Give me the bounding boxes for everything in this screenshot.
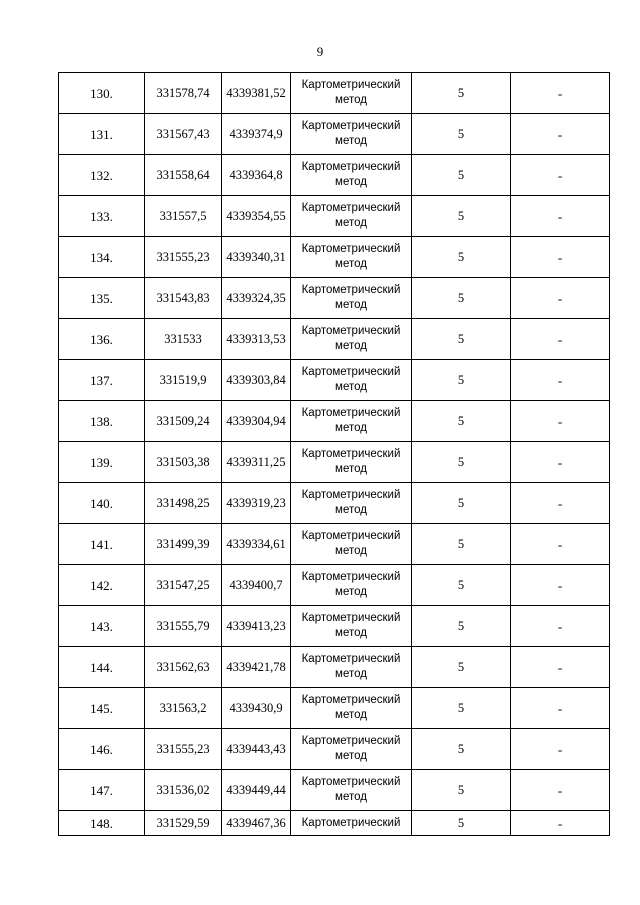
table-row [59,319,610,360]
method-cell: Картометрический метод [291,606,412,647]
accuracy-cell: 5 [412,319,511,360]
x-coordinate-cell: 331509,24 [145,401,222,442]
accuracy-cell: 5 [412,647,511,688]
point-number-cell: 145. [59,688,145,729]
note-cell: - [511,401,610,442]
method-cell: Картометрический метод [291,237,412,278]
y-coordinate-cell: 4339364,8 [222,155,291,196]
note-cell: - [511,196,610,237]
table-row [59,442,610,483]
y-coordinate-cell: 4339311,25 [222,442,291,483]
x-coordinate-cell: 331555,79 [145,606,222,647]
accuracy-cell: 5 [412,442,511,483]
table-row [59,237,610,278]
x-coordinate-cell: 331578,74 [145,73,222,114]
point-number-cell: 133. [59,196,145,237]
x-coordinate-cell: 331519,9 [145,360,222,401]
note-cell: - [511,770,610,811]
method-cell: Картометрический метод [291,770,412,811]
table-row [59,811,610,836]
accuracy-cell: 5 [412,606,511,647]
point-number-cell: 131. [59,114,145,155]
x-coordinate-cell: 331503,38 [145,442,222,483]
point-number-cell: 147. [59,770,145,811]
note-cell: - [511,442,610,483]
note-cell: - [511,565,610,606]
method-cell: Картометрический метод [291,155,412,196]
coordinates-table-body [59,73,610,836]
y-coordinate-cell: 4339421,78 [222,647,291,688]
accuracy-cell: 5 [412,114,511,155]
y-coordinate-cell: 4339313,53 [222,319,291,360]
method-cell: Картометрический метод [291,565,412,606]
table-row [59,606,610,647]
note-cell: - [511,729,610,770]
point-number-cell: 132. [59,155,145,196]
note-cell: - [511,237,610,278]
table-row [59,401,610,442]
table-row [59,196,610,237]
point-number-cell: 135. [59,278,145,319]
note-cell: - [511,811,610,836]
table-row [59,483,610,524]
accuracy-cell: 5 [412,196,511,237]
y-coordinate-cell: 4339430,9 [222,688,291,729]
point-number-cell: 140. [59,483,145,524]
y-coordinate-cell: 4339449,44 [222,770,291,811]
note-cell: - [511,647,610,688]
point-number-cell: 146. [59,729,145,770]
page-number: 9 [316,44,324,59]
y-coordinate-cell: 4339304,94 [222,401,291,442]
table-row [59,360,610,401]
note-cell: - [511,360,610,401]
y-coordinate-cell: 4339340,31 [222,237,291,278]
y-coordinate-cell: 4339443,43 [222,729,291,770]
note-cell: - [511,114,610,155]
accuracy-cell: 5 [412,483,511,524]
x-coordinate-cell: 331562,63 [145,647,222,688]
table-row [59,524,610,565]
y-coordinate-cell: 4339324,35 [222,278,291,319]
method-cell: Картометрический метод [291,73,412,114]
y-coordinate-cell: 4339413,23 [222,606,291,647]
y-coordinate-cell: 4339381,52 [222,73,291,114]
x-coordinate-cell: 331533 [145,319,222,360]
y-coordinate-cell: 4339319,23 [222,483,291,524]
table-row [59,688,610,729]
note-cell: - [511,483,610,524]
x-coordinate-cell: 331499,39 [145,524,222,565]
x-coordinate-cell: 331555,23 [145,237,222,278]
x-coordinate-cell: 331543,83 [145,278,222,319]
x-coordinate-cell: 331529,59 [145,811,222,836]
point-number-cell: 143. [59,606,145,647]
table-row [59,729,610,770]
method-cell: Картометрический метод [291,524,412,565]
table-row [59,155,610,196]
note-cell: - [511,155,610,196]
point-number-cell: 142. [59,565,145,606]
accuracy-cell: 5 [412,73,511,114]
note-cell: - [511,688,610,729]
table-row [59,278,610,319]
method-cell: Картометрический метод [291,483,412,524]
table-row [59,647,610,688]
accuracy-cell: 5 [412,155,511,196]
note-cell: - [511,319,610,360]
y-coordinate-cell: 4339303,84 [222,360,291,401]
point-number-cell: 130. [59,73,145,114]
y-coordinate-cell: 4339400,7 [222,565,291,606]
point-number-cell: 138. [59,401,145,442]
method-cell: Картометрический метод [291,647,412,688]
accuracy-cell: 5 [412,401,511,442]
x-coordinate-cell: 331498,25 [145,483,222,524]
method-cell: Картометрический метод [291,729,412,770]
accuracy-cell: 5 [412,524,511,565]
x-coordinate-cell: 331555,23 [145,729,222,770]
x-coordinate-cell: 331547,25 [145,565,222,606]
y-coordinate-cell: 4339334,61 [222,524,291,565]
x-coordinate-cell: 331536,02 [145,770,222,811]
note-cell: - [511,278,610,319]
note-cell: - [511,606,610,647]
y-coordinate-cell: 4339374,9 [222,114,291,155]
x-coordinate-cell: 331563,2 [145,688,222,729]
method-cell: Картометрический метод [291,401,412,442]
method-cell: Картометрический метод [291,442,412,483]
y-coordinate-cell: 4339467,36 [222,811,291,836]
table-row [59,73,610,114]
method-cell: Картометрический метод [291,688,412,729]
point-number-cell: 148. [59,811,145,836]
accuracy-cell: 5 [412,278,511,319]
method-cell: Картометрический метод [291,278,412,319]
point-number-cell: 141. [59,524,145,565]
accuracy-cell: 5 [412,770,511,811]
point-number-cell: 144. [59,647,145,688]
method-cell: Картометрический метод [291,196,412,237]
note-cell: - [511,73,610,114]
accuracy-cell: 5 [412,729,511,770]
x-coordinate-cell: 331567,43 [145,114,222,155]
table-row [59,770,610,811]
accuracy-cell: 5 [412,360,511,401]
x-coordinate-cell: 331558,64 [145,155,222,196]
coordinates-table [58,72,610,836]
table-row [59,565,610,606]
y-coordinate-cell: 4339354,55 [222,196,291,237]
x-coordinate-cell: 331557,5 [145,196,222,237]
note-cell: - [511,524,610,565]
method-cell: Картометрический метод [291,360,412,401]
point-number-cell: 134. [59,237,145,278]
method-cell: Картометрический [291,811,412,836]
accuracy-cell: 5 [412,811,511,836]
table-row [59,114,610,155]
point-number-cell: 139. [59,442,145,483]
point-number-cell: 136. [59,319,145,360]
accuracy-cell: 5 [412,237,511,278]
method-cell: Картометрический метод [291,114,412,155]
method-cell: Картометрический метод [291,319,412,360]
point-number-cell: 137. [59,360,145,401]
accuracy-cell: 5 [412,688,511,729]
accuracy-cell: 5 [412,565,511,606]
